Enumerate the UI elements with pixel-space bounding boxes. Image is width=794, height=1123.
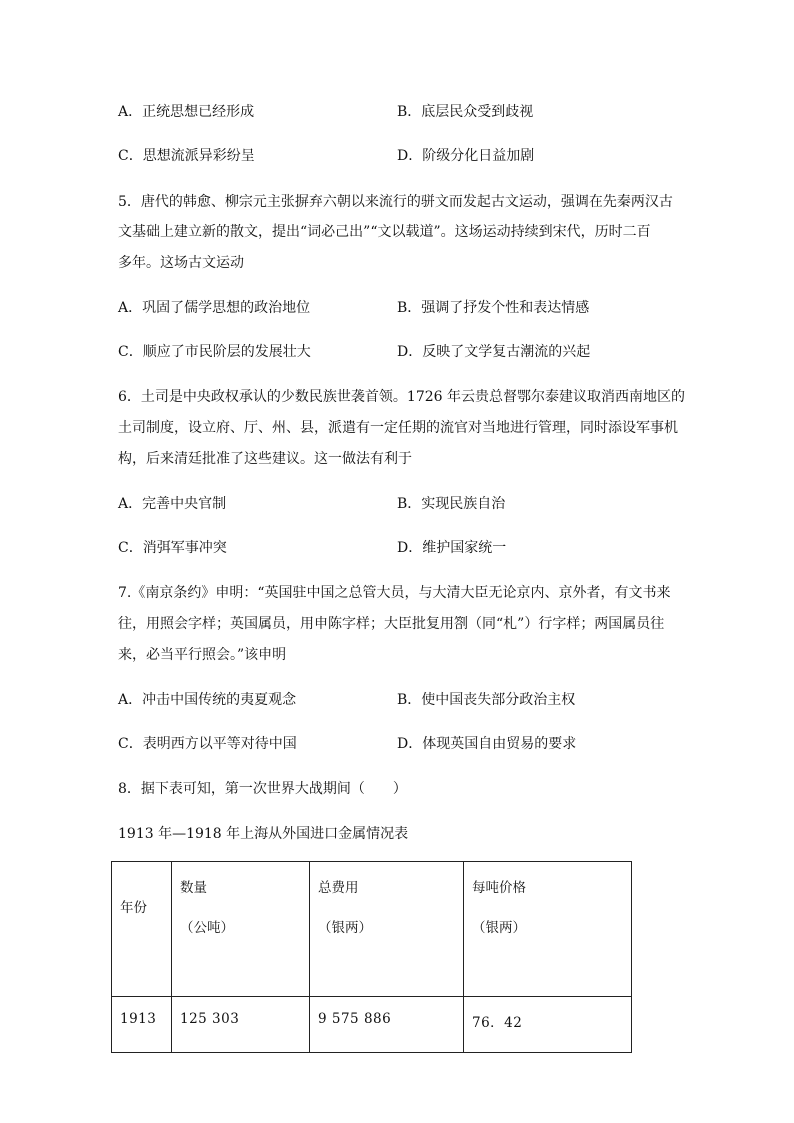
q5-option-c: C．顺应了市民阶层的发展壮大 [118,344,311,360]
q7-option-c: C．表明西方以平等对待中国 [118,736,297,752]
table-cell-quantity: 125 303 [172,997,310,1053]
q4-option-b: B．底层民众受到歧视 [397,104,534,120]
q6-stem-line-3: 构，后来清廷批准了这些建议。这一做法有利于 [118,451,412,467]
header-quantity [172,862,310,997]
table-cell-total-cost: 9 575 886 [310,997,464,1053]
table-header-row [112,862,632,997]
table-caption: 1913 年—1918 年上海从外国进口金属情况表 [118,826,409,842]
q8-stem: 8．据下表可知，第一次世界大战期间（ ） [118,781,407,797]
q5-stem-line-3: 多年。这场古文运动 [118,255,244,271]
q5-option-a: A．巩固了儒学思想的政治地位 [118,300,311,316]
q6-stem-line-2: 土司制度，设立府、厅、州、县，派遣有一定任期的流官对当地进行管理，同时添设军事机 [118,420,678,436]
q4-option-d: D．阶级分化日益加剧 [397,148,535,164]
q4-option-c: C．思想流派异彩纷呈 [118,148,255,164]
q6-option-a: A．完善中央官制 [118,496,227,512]
q7-stem-line-3: 来，必当平行照会。”该申明 [118,647,287,663]
q7-stem-line-2: 往，用照会字样；英国属员，用申陈字样；大臣批复用劄（同“札”）行字样；两国属员往 [118,616,665,632]
header-total-cost-unit: （银两） [318,920,372,936]
header-price-label: 每吨价格 [472,880,526,896]
q7-stem-line-1: 7.《南京条约》申明：“英国驻中国之总管大员，与大清大臣无论京内、京外者，有文书来 [118,585,671,601]
header-quantity-label: 数量 [180,880,207,896]
header-year: 年份 [112,862,172,997]
q5-option-d: D．反映了文学复古潮流的兴起 [397,344,591,360]
header-quantity-unit: （公吨） [180,920,234,936]
q6-option-c: C．消弭军事冲突 [118,540,227,556]
q6-stem-line-1: 6．土司是中央政权承认的少数民族世袭首领。1726 年云贵总督鄂尔泰建议取消西南地区的 [118,389,685,405]
q6-option-d: D．维护国家统一 [397,540,507,556]
q7-option-a: A．冲击中国传统的夷夏观念 [118,692,297,708]
q4-option-a: A．正统思想已经形成 [118,104,255,120]
table-cell-year: 1913 [112,997,172,1053]
header-price-unit: （银两） [472,920,526,936]
header-price-per-ton [464,862,632,997]
q6-option-b: B．实现民族自治 [397,496,506,512]
q7-option-d: D．体现英国自由贸易的要求 [397,736,577,752]
header-total-cost-label: 总费用 [318,880,359,896]
q5-stem-line-2: 文基础上建立新的散文，提出“词必己出”“文以载道”。这场运动持续到宋代，历时二百 [118,224,651,240]
q5-option-b: B．强调了抒发个性和表达情感 [397,300,590,316]
q7-option-b: B．使中国丧失部分政治主权 [397,692,576,708]
q5-stem-line-1: 5．唐代的韩愈、柳宗元主张摒弃六朝以来流行的骈文而发起古文运动，强调在先秦两汉古 [118,194,673,210]
table-cell-price: 76．42 [464,997,632,1053]
header-total-cost [310,862,464,997]
table-row [112,997,632,1053]
metal-import-table [111,861,632,1053]
